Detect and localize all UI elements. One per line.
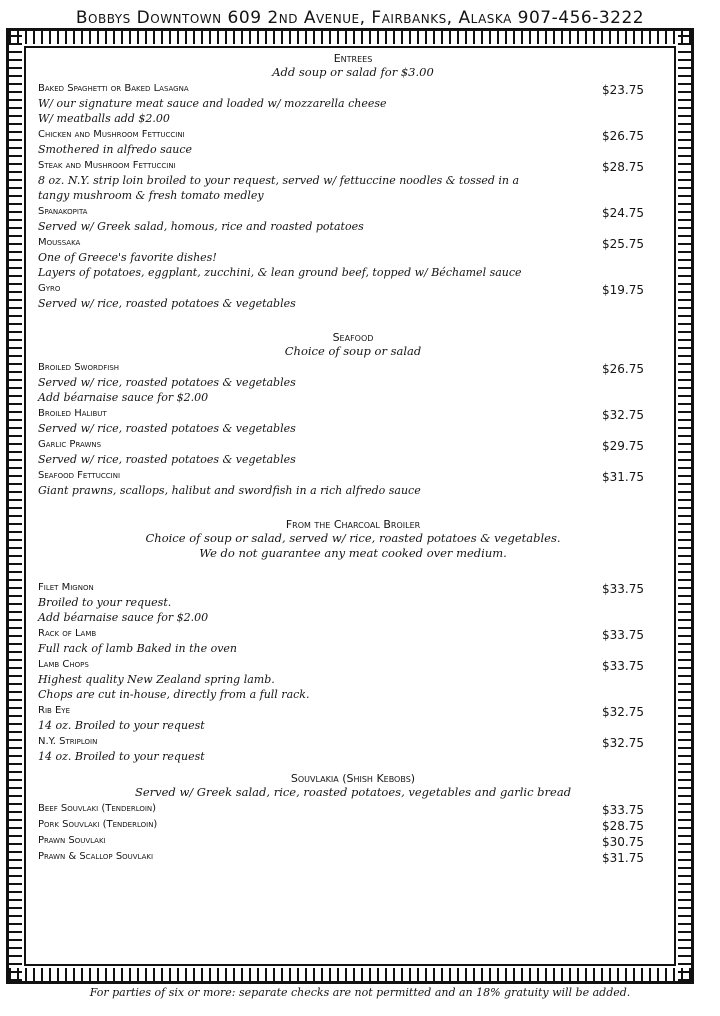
item-price: $28.75 [602,160,644,174]
gratuity-note: For parties of six or more: separate checks are not permitted and an 18% gratuity will be added. [89,986,631,999]
item-description: W/ our signature meat sauce and loaded w/ mozzarella cheese [38,97,387,110]
item-price: $28.75 [602,819,644,833]
menu-item [38,282,668,311]
item-price: $26.75 [602,362,644,376]
menu-item [38,82,668,126]
section-note: Add soup or salad for $3.00 [272,65,434,79]
item-price: $30.75 [602,835,644,849]
item-price: $33.75 [602,659,644,673]
item-price: $29.75 [602,439,644,453]
item-description: Served w/ rice, roasted potatoes & vegetables [38,297,296,310]
menu-item [38,128,668,157]
item-description: tangy mushroom & fresh tomato medley [38,189,264,202]
item-name: Garlic Prawns [38,439,102,450]
section-note: Choice of soup or salad, served w/ rice, roasted potatoes & vegetables. [145,531,561,545]
item-price: $24.75 [602,206,644,220]
item-name: Prawn & Scallop Souvlaki [38,851,154,862]
menu-item [38,469,668,498]
item-price: $32.75 [602,408,644,422]
item-name: Pork Souvlaki (Tenderloin) [38,819,158,830]
item-price: $31.75 [602,470,644,484]
item-name: Rack of Lamb [38,628,97,639]
item-price: $26.75 [602,129,644,143]
menu-section [38,772,668,864]
item-price: $33.75 [602,803,644,817]
item-price: $23.75 [602,83,644,97]
menu-item [38,818,668,832]
item-name: Spanakopita [38,206,88,217]
item-description: 14 oz. Broiled to your request [38,750,205,763]
section-title: Entrees [333,52,373,65]
item-description: Layers of potatoes, eggplant, zucchini, & lean ground beef, topped w/ Béchamel sauce [38,266,522,279]
item-price: $31.75 [602,851,644,865]
item-price: $19.75 [602,283,644,297]
item-description: Full rack of lamb Baked in the oven [38,642,238,655]
item-name: Broiled Swordfish [38,362,120,373]
menu-panel [24,46,676,966]
menu-section [38,518,668,764]
menu-item [38,236,668,280]
menu-item [38,658,668,702]
item-description: Add béarnaise sauce for $2.00 [38,611,209,624]
item-name: Chicken and Mushroom Fettuccini [38,129,185,140]
item-name: Rib Eye [38,705,71,716]
item-description: Giant prawns, scallops, halibut and swordfish in a rich alfredo sauce [38,484,421,497]
item-name: Filet Mignon [38,582,94,593]
item-description: Add béarnaise sauce for $2.00 [38,391,209,404]
restaurant-header: Bobbys Downtown 609 2nd Avenue, Fairbanks, Alaska 907-456-3222 [75,8,645,28]
item-name: N.Y. Striploin [38,736,98,747]
menu-item [38,802,668,816]
item-description: Smothered in alfredo sauce [38,143,193,156]
menu-item [38,735,668,764]
item-price: $25.75 [602,237,644,251]
section-note: Choice of soup or salad [284,344,422,358]
item-price: $33.75 [602,582,644,596]
menu-item [38,438,668,467]
item-name: Broiled Halibut [38,408,107,419]
item-name: Gyro [38,283,61,294]
menu-item [38,159,668,203]
item-name: Beef Souvlaki (Tenderloin) [38,803,157,814]
item-description: Served w/ rice, roasted potatoes & vegetables [38,422,296,435]
menu-item [38,581,668,625]
item-description: 14 oz. Broiled to your request [38,719,205,732]
item-description: One of Greece's favorite dishes! [38,251,217,264]
menu-item [38,361,668,405]
menu-item [38,627,668,656]
item-name: Seafood Fettuccini [38,470,121,481]
item-name: Baked Spaghetti or Baked Lasagna [38,83,189,94]
menu-item [38,850,668,864]
item-name: Steak and Mushroom Fettuccini [38,160,176,171]
item-description: Served w/ Greek salad, homous, rice and roasted potatoes [38,220,364,233]
section-title: Seafood [332,331,374,344]
item-description: W/ meatballs add $2.00 [38,112,170,125]
item-price: $32.75 [602,705,644,719]
section-title: Souvlakia (Shish Kebobs) [290,772,416,785]
menu-item [38,834,668,848]
item-description: Chops are cut in-house, directly from a full rack. [38,688,310,701]
item-description: Highest quality New Zealand spring lamb. [38,673,275,686]
menu-section [38,52,668,311]
item-description: Broiled to your request. [38,596,172,609]
menu-item [38,205,668,234]
item-price: $32.75 [602,736,644,750]
menu-item [38,704,668,733]
menu-item [38,407,668,436]
menu-section [38,331,668,498]
section-note: Served w/ Greek salad, rice, roasted potatoes, vegetables and garlic bread [134,785,572,799]
item-name: Moussaka [38,237,81,248]
item-description: Served w/ rice, roasted potatoes & vegetables [38,453,296,466]
menu-body [38,52,668,864]
item-description: Served w/ rice, roasted potatoes & vegetables [38,376,296,389]
section-note: We do not guarantee any meat cooked over medium. [199,546,507,560]
section-title: From the Charcoal Broiler [285,518,421,531]
item-description: 8 oz. N.Y. strip loin broiled to your request, served w/ fettuccine noodles & tossed in a [38,174,520,187]
item-name: Prawn Souvlaki [38,835,106,846]
item-name: Lamb Chops [38,659,89,670]
item-price: $33.75 [602,628,644,642]
